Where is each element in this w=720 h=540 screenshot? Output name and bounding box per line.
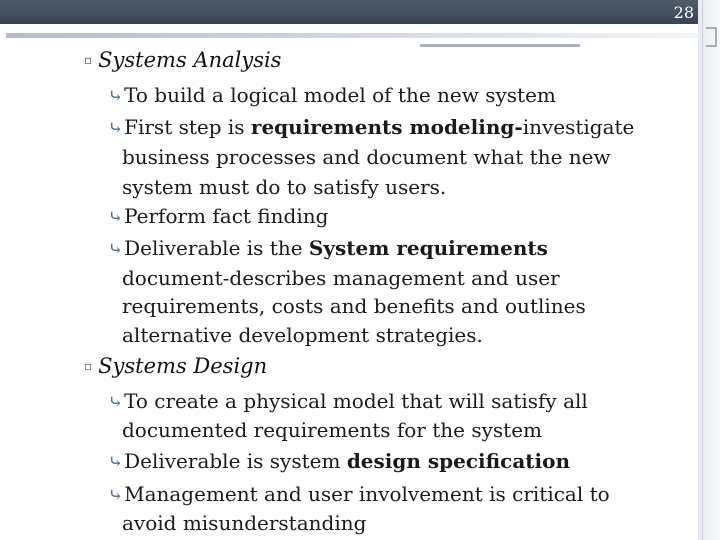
bullet-item: ⤷First step is requirements modeling-investigate: [108, 115, 635, 139]
bullet-continuation: avoid misunderstanding: [122, 511, 367, 535]
bullet-continuation: business processes and document what the new: [122, 145, 611, 169]
square-bullet-icon: ▫: [84, 359, 93, 373]
bullet-item: ⤷Deliverable is the System requirements: [108, 236, 548, 260]
bullet-continuation: document-describes management and user: [122, 266, 560, 290]
section-heading-analysis: ▫ Systems Analysis: [84, 48, 282, 72]
arrow-bullet-icon: ⤷: [108, 118, 124, 139]
bullet-item: ⤷Management and user involvement is critical to: [108, 482, 610, 506]
arrow-bullet-icon: ⤷: [108, 239, 124, 260]
bullet-continuation: documented requirements for the system: [122, 418, 542, 442]
bullet-continuation: alternative development strategies.: [122, 323, 483, 347]
section-heading-design: ▫ Systems Design: [84, 354, 268, 378]
corner-bracket-icon: [704, 26, 718, 48]
arrow-bullet-icon: ⤷: [108, 392, 124, 413]
bullet-item: ⤷To create a physical model that will satisfy all: [108, 389, 588, 413]
arrow-bullet-icon: ⤷: [108, 485, 124, 506]
side-divider: [702, 0, 703, 540]
bullet-continuation: system must do to satisfy users.: [122, 175, 447, 199]
bullet-continuation: requirements, costs and benefits and outlines: [122, 294, 586, 318]
arrow-bullet-icon: ⤷: [108, 452, 124, 473]
bullet-item: ⤷To build a logical model of the new system: [108, 83, 556, 107]
square-bullet-icon: ▫: [84, 53, 93, 67]
arrow-bullet-icon: ⤷: [108, 207, 124, 228]
page-number: 28: [673, 3, 694, 22]
bullet-item: ⤷Perform fact finding: [108, 204, 329, 228]
arrow-bullet-icon: ⤷: [108, 86, 124, 107]
bullet-item: ⤷Deliverable is system design specification: [108, 449, 571, 473]
